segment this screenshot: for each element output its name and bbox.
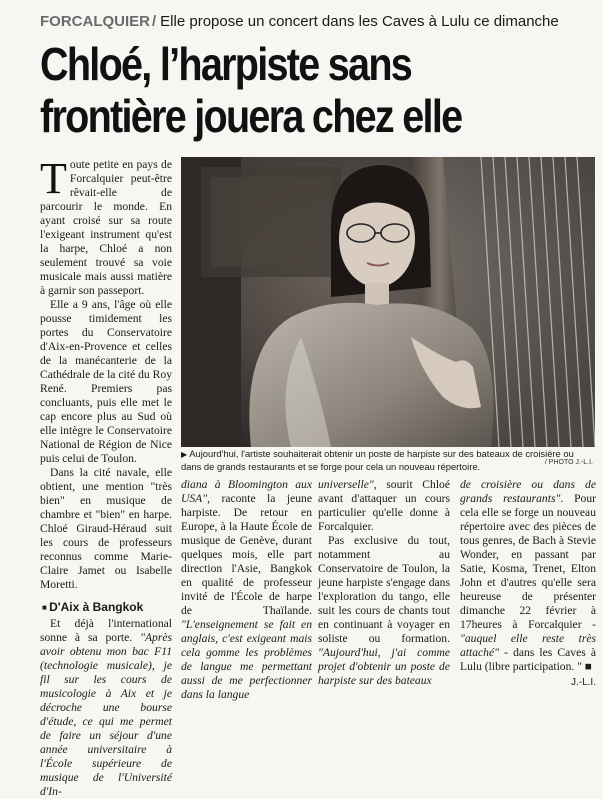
paragraph-text: , sourit Chloé avant d'attaquer un cours particulier qu'elle donne à Forcalquier. (318, 478, 450, 533)
quote-text: de croisière ou dans de grands restaurants" (460, 478, 596, 505)
kicker-text: Elle propose un concert dans les Caves à Lulu ce dimanche (160, 13, 559, 30)
paragraph-text: - dans les Caves à Lulu (libre participation. " ■ (460, 646, 596, 673)
kicker-separator: / (152, 13, 157, 30)
quote-text: "Aujourd'hui, j'ai comme projet d'obtenir un poste de harpiste sur des bateaux (318, 646, 450, 687)
article-column-1 (40, 154, 172, 799)
quote-text: universelle" (318, 478, 374, 491)
paragraph (318, 478, 450, 534)
subheading: ■ D'Aix à Bangkok (42, 600, 172, 615)
paragraph-text: Et déjà l'international sonne à sa porte. (40, 616, 172, 644)
paragraph: Dans la cité navale, elle obtient, une mention "très bien" en musique de chambre et "bien" en harpe. Chloé Giraud-Héraud suit les cours de professeurs reconnus comme Marie-Claire Jamet ou Isabelle Moretti. (40, 466, 172, 591)
article-column-2 (181, 478, 312, 702)
quote-text: "L'enseignement se fait en anglais, c'est exigeant mais cela gomme les problèmes de langue me permettant aussi de me perfectionner dans la langue (181, 618, 312, 701)
photo-caption (181, 448, 595, 473)
article-column-3 (318, 478, 450, 688)
paragraph (318, 534, 450, 688)
kicker (40, 13, 597, 30)
kicker-town: FORCALQUIER (40, 13, 150, 30)
paragraph-text: , raconte la jeune harpiste. De retour en Europe, à la Haute École de musique de Genève, durant quelques mois, elle part direction l'Asie, Bangkok en qualité de professeur invité de l'École de harpe de Thaïlande. (181, 492, 312, 617)
harpist-photo-illustration (181, 157, 595, 447)
caption-text: Aujourd'hui, l'artiste souhaiterait obtenir un poste de harpiste sur des bateaux de croisière ou dans de grands restaurants et se forge pour cela un nouveau répertoire. (181, 448, 574, 472)
article-photo (181, 157, 595, 447)
quote-text: "Après avoir obtenu mon bac F11 (technologie musicale), je fil sur les cours de musicologie à Aix et je décroche une bourse d'étude, ce qui me permet de faire un séjour d'une année universitaire à l'École supérieure de musique de l'Université d'In- (40, 630, 172, 798)
paragraph-text: . Pour cela elle se forge un nouveau répertoire avec des pièces de tous genres, de Bach à Stevie Wonder, en passant par Satie, Kosma, Trenet, Elton John et d'autres qu'elle sera heureuse de présenter dimanche 22 février à 17heures à Forcalquier - (460, 492, 597, 631)
drop-cap: T (40, 154, 67, 203)
paragraph-intro (40, 154, 172, 298)
paragraph-text: Pas exclusive du tout, notamment au Conservatoire de Toulon, la jeune harpiste s'engage dans l'exploration du tango, elle suit les cours de chants tout en continuant à voyager en soliste ou formation. (318, 534, 450, 645)
quote-text: "auquel elle reste très attaché" (460, 632, 596, 659)
author-signature: J.-L.I. (570, 677, 596, 688)
photo-credit: / PHOTO J.-L.I. (544, 459, 593, 466)
headline-line-1: Chloé, l’harpiste sans (40, 38, 412, 90)
paragraph: Elle a 9 ans, l'âge où elle pousse timidement les portes du Conservatoire d'Aix-en-Provence et celles de la manécanterie de la Cathédrale de la cité du Roy René. Premiers pas concluants, puis elle met le cap encore plus au Sud où elle intègre le Conservatoire National de Région de Nice puis celui de Toulon. (40, 298, 172, 465)
paragraph (460, 478, 596, 674)
headline (40, 38, 590, 142)
paragraph (181, 478, 312, 702)
quote-text: diana à Bloomington aux USA" (181, 478, 312, 505)
paragraph (40, 617, 172, 799)
paragraph-intro-text: oute petite en pays de Forcalquier peut-être rêvait-elle de parcourir le monde. En ayant croisé sur sa route l'exigeant instrument qu'est la harpe, Chloé a non seulement trouvé sa voie musicale mais aussi matière à garnir son passeport. (40, 158, 172, 297)
caption-arrow-icon: ▶ (181, 450, 188, 459)
headline-line-2: frontière jouera chez elle (40, 90, 462, 142)
article-column-4 (460, 478, 596, 690)
